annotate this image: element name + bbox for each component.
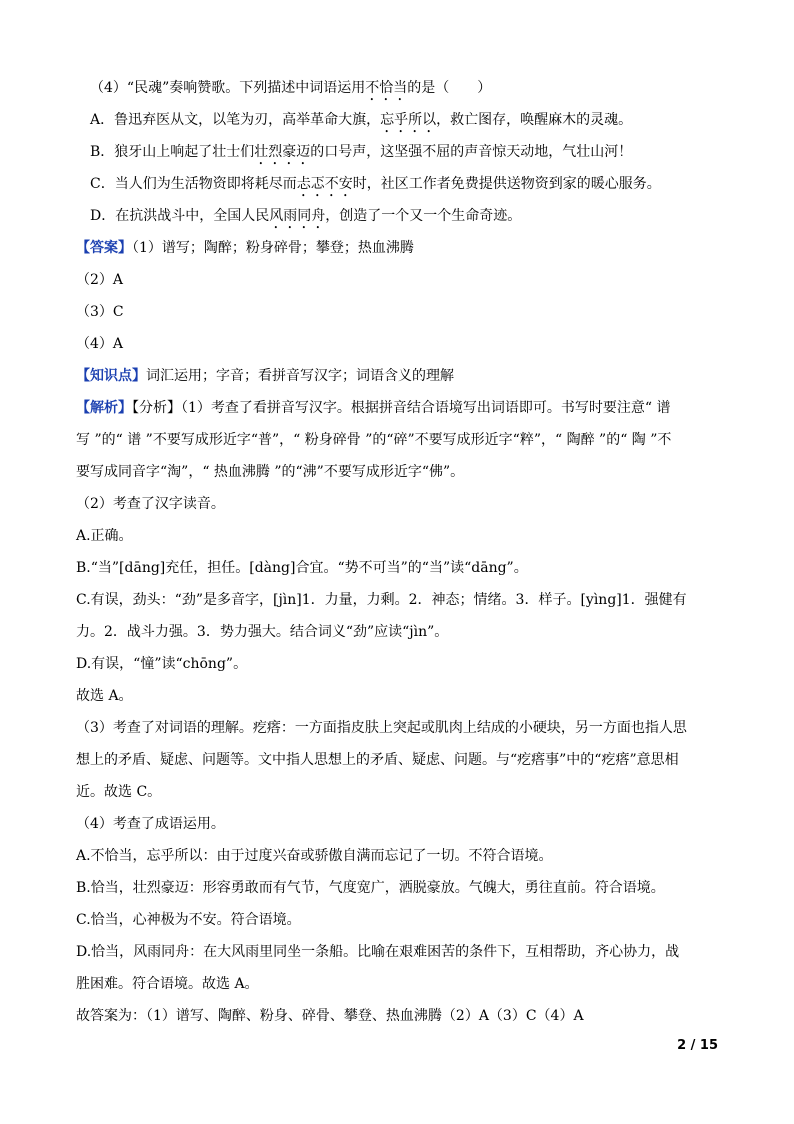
analysis-line-20: 故答案为：（1）谱写、陶醉、粉身、碎骨、攀登、热血沸腾（2）A（3）C（4）A bbox=[76, 1008, 584, 1024]
option-a-text-end: ，救亡图存，唤醒麻木的灵魂。 bbox=[436, 112, 633, 128]
analysis-line-3: 要写成同音字“淘”，“ 热血沸腾 ”的“沸”不要写成形近字“佛”。 bbox=[76, 464, 465, 480]
knowledge-text: 词汇运用；字音；看拼音写汉字；词语含义的理解 bbox=[146, 368, 454, 384]
answer-line-2: （2）A bbox=[76, 272, 124, 288]
analysis-line-16: B.恰当，壮烈豪迈：形容勇敢而有气节，气度宽广，洒脱豪放。气魄大，勇往直前。符合语境。 bbox=[76, 880, 665, 896]
option-d-text: D．在抗洪战斗中，全国人民 bbox=[90, 208, 270, 224]
option-b-text: B．狼牙山上响起了壮士们 bbox=[90, 144, 255, 160]
option-a bbox=[90, 110, 632, 136]
stem-text: （4）“民魂”奏响赞歌。下列描述中词语运用 bbox=[90, 80, 366, 96]
analysis-line-4: （2）考查了汉字读音。 bbox=[76, 496, 225, 512]
analysis-line-6: B.“当”[dāng]充任，担任。[dàng]合宜。“势不可当”的“当”读“dāng”。 bbox=[76, 560, 528, 576]
option-a-text: A．鲁迅弃医从文，以笔为刃，高举革命大旗， bbox=[90, 112, 381, 128]
option-c bbox=[90, 174, 661, 200]
option-c-text: C．当人们为生活物资即将耗尽而 bbox=[90, 176, 297, 192]
analysis-line-17: C.恰当，心神极为不安。符合语境。 bbox=[76, 912, 301, 928]
analysis-line-1 bbox=[76, 398, 671, 418]
analysis-line-9: D.有误，“憧”读“chōng”。 bbox=[76, 656, 248, 672]
option-d-text-end: ，创造了一个又一个生命奇迹。 bbox=[325, 208, 522, 224]
page-number: 2 / 15 bbox=[677, 1038, 718, 1053]
answer-line-1 bbox=[76, 238, 414, 258]
analysis-line-8: 力。2．战斗力强。3．势力强大。结合词义“劲”应读“jìn”。 bbox=[76, 624, 449, 640]
analysis-line-14: （4）考查了成语运用。 bbox=[76, 816, 225, 832]
option-b-text-end: 的口号声，这坚强不屈的声音惊天动地，气壮山河！ bbox=[310, 144, 633, 160]
option-d-emphasis: 风雨同舟 bbox=[269, 208, 326, 224]
stem-emphasis: 不恰当 bbox=[365, 80, 408, 96]
analysis-line-13: 近。故选 C。 bbox=[76, 784, 162, 800]
analysis-line-11: （3）考查了对词语的理解。疙瘩：一方面指皮肤上突起或肌肉上结成的小硬块，另一方面也指人思 bbox=[76, 720, 687, 736]
answer-line-3: （3）C bbox=[76, 304, 124, 320]
option-b bbox=[90, 142, 632, 168]
analysis-line-12: 想上的矛盾、疑虑、问题等。文中指人思想上的矛盾、疑虑、问题。与“疙瘩事”中的“疙瘩”意思相 bbox=[76, 752, 679, 768]
answer-line-4: （4）A bbox=[76, 336, 124, 352]
analysis-line-2: 写 ”的“ 谱 ”不要写成形近字“普”，“ 粉身碎骨 ”的“碎”不要写成形近字“粹”，“ 陶醉 ”的“ 陶 ”不 bbox=[76, 432, 672, 448]
knowledge-points bbox=[76, 366, 454, 386]
knowledge-tag: 【知识点】 bbox=[76, 368, 146, 384]
analysis-line-10: 故选 A。 bbox=[76, 688, 133, 704]
answer-tag: 【答案】 bbox=[76, 240, 132, 256]
analysis-line-18: D.恰当，风雨同舟：在大风雨里同坐一条船。比喻在艰难困苦的条件下，互相帮助，齐心协力，战 bbox=[76, 944, 680, 960]
analysis-line-7: C.有误，劲头：“劲”是多音字，[jìn]1．力量，力剩。2．神态；情绪。3．样子。[yìng]1．强健有 bbox=[76, 592, 687, 608]
option-c-emphasis: 忐忑不安 bbox=[296, 176, 353, 192]
analysis-tag: 【解析】 bbox=[76, 400, 132, 416]
analysis-line-5: A.正确。 bbox=[76, 528, 133, 544]
question4-stem bbox=[90, 78, 491, 104]
option-d bbox=[90, 206, 521, 232]
option-a-emphasis: 忘乎所以 bbox=[380, 112, 437, 128]
analysis-text: 【分析】（1）考查了看拼音写汉字。根据拼音结合语境写出词语即可。书写时要注意“ 谱 bbox=[132, 400, 671, 416]
answer-text: （1）谱写；陶醉；粉身碎骨；攀登；热血沸腾 bbox=[132, 240, 414, 256]
option-c-text-end: 时，社区工作者免费提供送物资到家的暖心服务。 bbox=[352, 176, 661, 192]
analysis-line-19: 胜困难。符合语境。故选 A。 bbox=[76, 976, 259, 992]
analysis-line-15: A.不恰当，忘乎所以：由于过度兴奋或骄傲自满而忘记了一切。不符合语境。 bbox=[76, 848, 553, 864]
option-b-emphasis: 壮烈豪迈 bbox=[254, 144, 311, 160]
stem-text-end: 的是（ ） bbox=[407, 80, 492, 96]
